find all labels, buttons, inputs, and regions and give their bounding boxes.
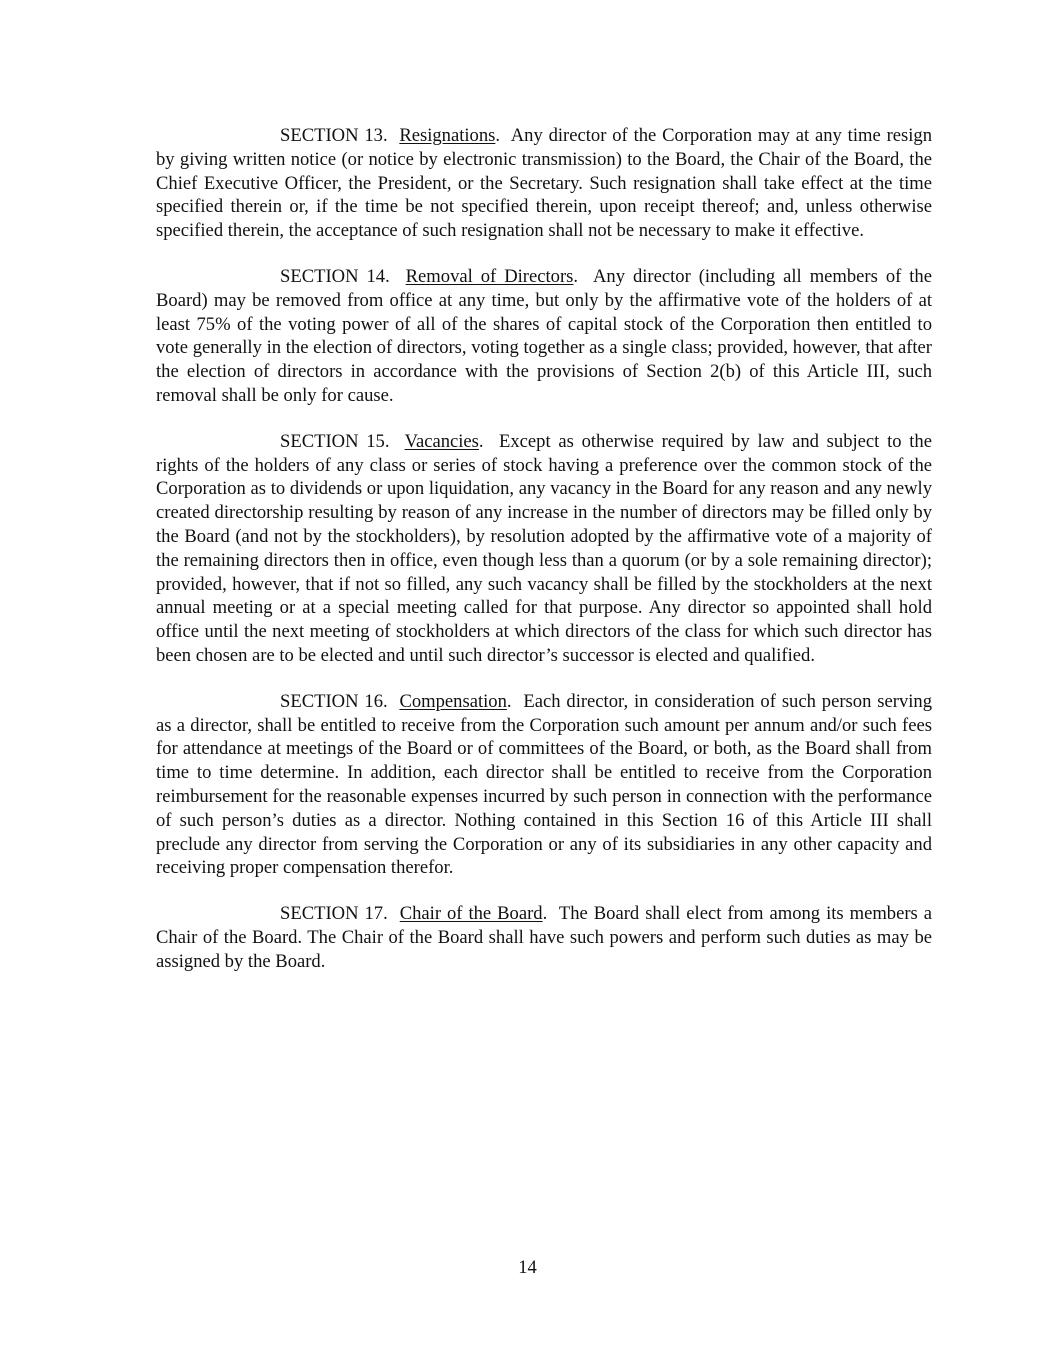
section-13-heading: Resignations [399, 125, 496, 146]
section-13-paragraph: SECTION 13. Resignations. Any director of the Corporation may at any time resign by giving written notice (or notice by electronic transmission) to the Board, the Chair of the Board, the Chief Executive Officer, the President, or the Secretary. Such resignation shall take effect at the time specified therein or, if the time be not specified therein, upon receipt thereof; and, unless otherwise specified therein, the acceptance of such resignation shall not be necessary to make it effective. [156, 125, 933, 242]
document-body [156, 124, 932, 996]
section-15-paragraph: SECTION 15. Vacancies. Except as otherwise required by law and subject to the rights of the holders of any class or series of stock having a preference over the common stock of the Corporation as to dividends or upon liquidation, any vacancy in the Board for any reason and any newly created directorship resulting by reason of any increase in the number of directors may be filled only by the Board (and not by the stockholders), by resolution adopted by the affirmative vote of a majority of the remaining directors then in office, even though less than a quorum (or by a sole remaining director); provided, however, that if not so filled, any such vacancy shall be filled by the stockholders at the next annual meeting or at a special meeting called for that purpose. Any director so appointed shall hold office until the next meeting of stockholders at which directors of the class for which such director has been chosen are to be elected and until such director’s successor is elected and qualified. [156, 430, 932, 666]
section-17-text: The Board shall elect from among its members a Chair of the Board. The Chair of the Board shall have such powers and perform such duties as may be assigned by the Board. [156, 903, 933, 972]
section-15-text: Except as otherwise required by law and subject to the rights of the holders of any class or series of stock having a preference over the common stock of the Corporation as to dividends or upon liquidation, any vacancy in the Board for any reason and any newly created directorship resulting by reason of any increase in the number of directors may be filled only by the Board (and not by the stockholders), by resolution adopted by the affirmative vote of a majority of the remaining directors then in office, even though less than a quorum (or by a sole remaining director); provided, however, that if not so filled, any such vacancy shall be filled by the stockholders at the next annual meeting or at a special meeting called for that purpose. Any director so appointed shall hold office until the next meeting of stockholders at which directors of the class for which such director has been chosen are to be elected and until such director’s successor is elected and qualified. [156, 430, 932, 666]
section-14-paragraph: SECTION 14. Removal of Directors. Any director (including all members of the Board) may be removed from office at any time, but only by the affirmative vote of the holders of at least 75% of the voting power of all of the shares of capital stock of the Corporation then entitled to vote generally in the election of directors, voting together as a single class; provided, however, that after the election of directors in accordance with the provisions of Section 2(b) of this Article III, such removal shall be only for cause. [156, 265, 932, 406]
section-16-label: SECTION 16. [280, 690, 388, 712]
section-14-text: Any director (including all members of the Board) may be removed from office at any time, but only by the affirmative vote of the holders of at least 75% of the voting power of all of the shares of capital stock of the Corporation then entitled to vote generally in the election of directors, voting together as a single class; provided, however, that after the election of directors in accordance with the provisions of Section 2(b) of this Article III, such removal shall be only for cause. [156, 265, 932, 406]
section-14-label: SECTION 14. [280, 265, 390, 287]
section-13-label: SECTION 13. [280, 125, 388, 146]
section-17-heading: Chair of the Board [399, 903, 543, 925]
section-15-label: SECTION 15. [280, 430, 390, 452]
section-16-heading: Compensation [399, 690, 507, 712]
section-16-text: Each director, in consideration of such person serving as a director, shall be entitled to receive from the Corporation such amount per annum and/or such fees for attendance at meetings of the Board or of committees of the Board, or both, as the Board shall from time to time determine. In addition, each director shall be entitled to receive from the Corporation reimbursement for the reasonable expenses incurred by such person in connection with the performance of such person’s duties as a director. Nothing contained in this Section 16 of this Article III shall preclude any director from serving the Corporation or any of its subsidiaries in any other capacity and receiving proper compensation therefor. [156, 690, 933, 879]
section-13-text: Any director of the Corporation may at any time resign by giving written notice (or notice by electronic transmission) to the Board, the Chair of the Board, the Chief Executive Officer, the President, or the Secretary. Such resignation shall take effect at the time specified therein or, if the time be not specified therein, upon receipt thereof; and, unless otherwise specified therein, the acceptance of such resignation shall not be necessary to make it effective. [156, 125, 933, 242]
section-17-label: SECTION 17. [280, 903, 388, 925]
section-17-paragraph: SECTION 17. Chair of the Board. The Board shall elect from among its members a Chair of the Board. The Chair of the Board shall have such powers and perform such duties as may be assigned by the Board. [156, 903, 933, 972]
section-16-paragraph: SECTION 16. Compensation. Each director, in consideration of such person serving as a director, shall be entitled to receive from the Corporation such amount per annum and/or such fees for attendance at meetings of the Board or of committees of the Board, or both, as the Board shall from time to time determine. In addition, each director shall be entitled to receive from the Corporation reimbursement for the reasonable expenses incurred by such person in connection with the performance of such person’s duties as a director. Nothing contained in this Section 16 of this Article III shall preclude any director from serving the Corporation or any of its subsidiaries in any other capacity and receiving proper compensation therefor. [156, 690, 933, 879]
section-14-heading: Removal of Directors [405, 265, 574, 287]
section-15-heading: Vacancies [404, 430, 479, 452]
page-number: 14 [518, 1257, 537, 1278]
